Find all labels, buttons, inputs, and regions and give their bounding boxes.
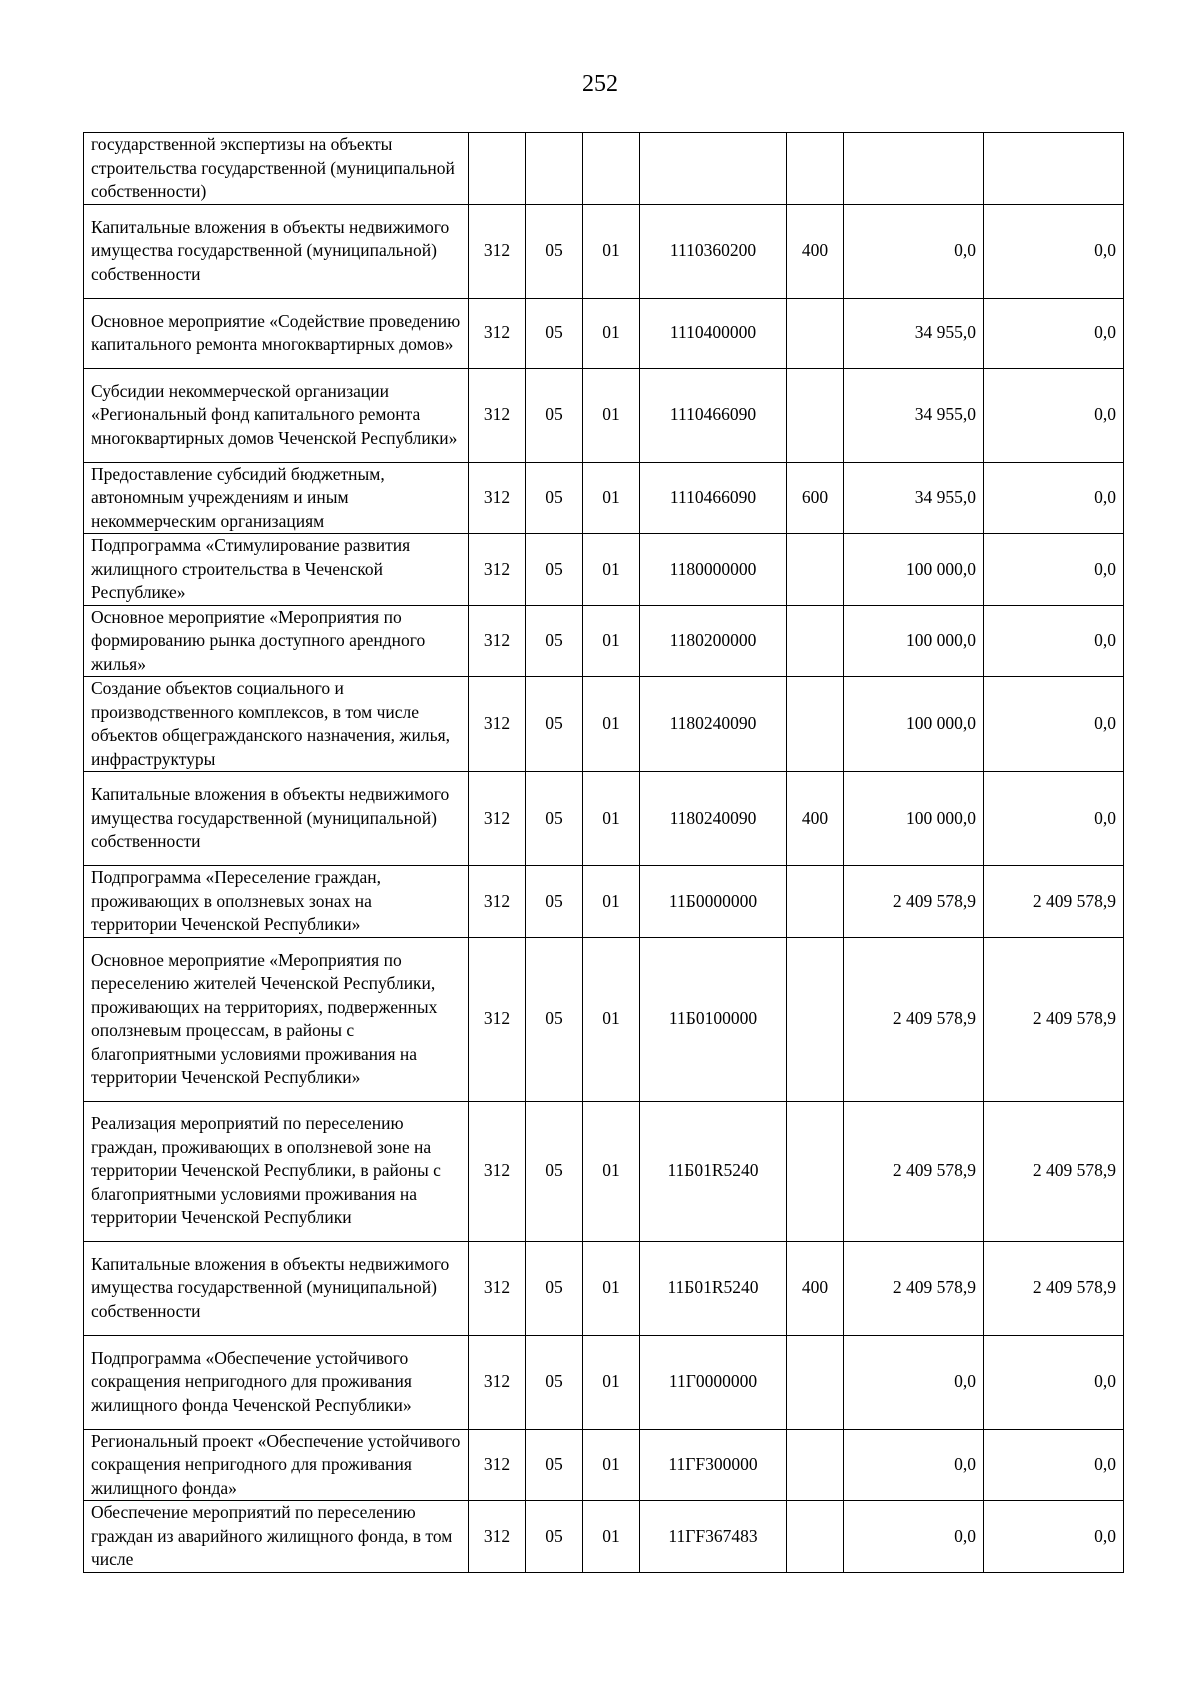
amount-year2-cell: 2 409 578,9 xyxy=(984,1101,1124,1241)
item-name-cell: Капитальные вложения в объекты недвижимого имущества государственной (муниципальной) собственности xyxy=(84,1241,469,1335)
amount-year2-cell: 0,0 xyxy=(984,534,1124,606)
item-name-cell: Подпрограмма «Стимулирование развития жилищного строительства в Чеченской Республике» xyxy=(84,534,469,606)
ved-code-cell: 312 xyxy=(469,368,526,462)
subsection-code-cell xyxy=(583,133,640,205)
section-code-cell: 05 xyxy=(526,204,583,298)
item-name-cell: Подпрограмма «Переселение граждан, проживающих в оползневых зонах на территории Чеченской Республики» xyxy=(84,866,469,938)
amount-year2-cell: 0,0 xyxy=(984,368,1124,462)
ved-code-cell: 312 xyxy=(469,1335,526,1429)
item-name-cell: Реализация мероприятий по переселению граждан, проживающих в оползневой зоне на территории Чеченской Республики, в районы с благоприятными условиями проживания на территории Чеченской Республики xyxy=(84,1101,469,1241)
section-code-cell: 05 xyxy=(526,1241,583,1335)
ved-code-cell: 312 xyxy=(469,1101,526,1241)
amount-year1-cell: 2 409 578,9 xyxy=(844,1241,984,1335)
target-article-cell xyxy=(640,133,787,205)
target-article-cell: 11ГF367483 xyxy=(640,1501,787,1573)
target-article-cell: 11Б01R5240 xyxy=(640,1241,787,1335)
item-name-cell: Основное мероприятие «Мероприятия по формированию рынка доступного арендного жилья» xyxy=(84,605,469,677)
expense-type-cell xyxy=(787,534,844,606)
amount-year1-cell: 2 409 578,9 xyxy=(844,866,984,938)
target-article-cell: 1110466090 xyxy=(640,462,787,534)
ved-code-cell: 312 xyxy=(469,1429,526,1501)
ved-code-cell: 312 xyxy=(469,534,526,606)
amount-year1-cell: 100 000,0 xyxy=(844,534,984,606)
table-row xyxy=(84,204,1124,298)
ved-code-cell: 312 xyxy=(469,866,526,938)
target-article-cell: 1180240090 xyxy=(640,772,787,866)
section-code-cell xyxy=(526,133,583,205)
amount-year1-cell: 100 000,0 xyxy=(844,677,984,772)
table-row xyxy=(84,534,1124,606)
target-article-cell: 1180240090 xyxy=(640,677,787,772)
ved-code-cell: 312 xyxy=(469,772,526,866)
ved-code-cell xyxy=(469,133,526,205)
ved-code-cell: 312 xyxy=(469,298,526,368)
table-row xyxy=(84,368,1124,462)
amount-year1-cell: 100 000,0 xyxy=(844,772,984,866)
table-row xyxy=(84,1501,1124,1573)
subsection-code-cell: 01 xyxy=(583,204,640,298)
ved-code-cell: 312 xyxy=(469,204,526,298)
amount-year2-cell: 0,0 xyxy=(984,298,1124,368)
table-row xyxy=(84,937,1124,1101)
amount-year1-cell: 0,0 xyxy=(844,1335,984,1429)
amount-year2-cell: 2 409 578,9 xyxy=(984,1241,1124,1335)
amount-year1-cell xyxy=(844,133,984,205)
expense-type-cell xyxy=(787,133,844,205)
subsection-code-cell: 01 xyxy=(583,1241,640,1335)
target-article-cell: 1110466090 xyxy=(640,368,787,462)
amount-year1-cell: 0,0 xyxy=(844,1501,984,1573)
item-name-cell: Основное мероприятие «Содействие проведению капитального ремонта многоквартирных домов» xyxy=(84,298,469,368)
target-article-cell: 11ГF300000 xyxy=(640,1429,787,1501)
table-row xyxy=(84,462,1124,534)
expense-type-cell xyxy=(787,298,844,368)
ved-code-cell: 312 xyxy=(469,462,526,534)
section-code-cell: 05 xyxy=(526,1101,583,1241)
item-name-cell: Обеспечение мероприятий по переселению граждан из аварийного жилищного фонда, в том числе xyxy=(84,1501,469,1573)
table-row xyxy=(84,298,1124,368)
amount-year2-cell: 0,0 xyxy=(984,1501,1124,1573)
amount-year1-cell: 2 409 578,9 xyxy=(844,1101,984,1241)
expense-type-cell xyxy=(787,605,844,677)
table-row xyxy=(84,772,1124,866)
expense-type-cell xyxy=(787,677,844,772)
section-code-cell: 05 xyxy=(526,772,583,866)
target-article-cell: 11Б01R5240 xyxy=(640,1101,787,1241)
subsection-code-cell: 01 xyxy=(583,866,640,938)
expense-type-cell xyxy=(787,937,844,1101)
table-row xyxy=(84,1335,1124,1429)
amount-year2-cell: 2 409 578,9 xyxy=(984,866,1124,938)
section-code-cell: 05 xyxy=(526,1335,583,1429)
amount-year2-cell xyxy=(984,133,1124,205)
expense-type-cell: 400 xyxy=(787,204,844,298)
amount-year1-cell: 34 955,0 xyxy=(844,368,984,462)
section-code-cell: 05 xyxy=(526,462,583,534)
section-code-cell: 05 xyxy=(526,534,583,606)
amount-year2-cell: 0,0 xyxy=(984,677,1124,772)
section-code-cell: 05 xyxy=(526,866,583,938)
item-name-cell: Региональный проект «Обеспечение устойчивого сокращения непригодного для проживания жилищного фонда» xyxy=(84,1429,469,1501)
expense-type-cell: 400 xyxy=(787,1241,844,1335)
section-code-cell: 05 xyxy=(526,937,583,1101)
subsection-code-cell: 01 xyxy=(583,1335,640,1429)
expense-type-cell xyxy=(787,1335,844,1429)
expense-type-cell: 400 xyxy=(787,772,844,866)
amount-year2-cell: 0,0 xyxy=(984,462,1124,534)
table-row xyxy=(84,677,1124,772)
expense-type-cell xyxy=(787,1429,844,1501)
section-code-cell: 05 xyxy=(526,605,583,677)
section-code-cell: 05 xyxy=(526,1501,583,1573)
table-body xyxy=(84,133,1124,1573)
section-code-cell: 05 xyxy=(526,298,583,368)
subsection-code-cell: 01 xyxy=(583,677,640,772)
subsection-code-cell: 01 xyxy=(583,1429,640,1501)
expense-type-cell xyxy=(787,1101,844,1241)
expense-type-cell xyxy=(787,866,844,938)
table-row xyxy=(84,1241,1124,1335)
budget-table xyxy=(83,132,1124,1573)
section-code-cell: 05 xyxy=(526,368,583,462)
item-name-cell: Капитальные вложения в объекты недвижимого имущества государственной (муниципальной) собственности xyxy=(84,772,469,866)
ved-code-cell: 312 xyxy=(469,1501,526,1573)
subsection-code-cell: 01 xyxy=(583,534,640,606)
expense-type-cell xyxy=(787,368,844,462)
amount-year2-cell: 0,0 xyxy=(984,772,1124,866)
amount-year1-cell: 34 955,0 xyxy=(844,462,984,534)
target-article-cell: 11Г0000000 xyxy=(640,1335,787,1429)
amount-year2-cell: 2 409 578,9 xyxy=(984,937,1124,1101)
subsection-code-cell: 01 xyxy=(583,937,640,1101)
table-row xyxy=(84,866,1124,938)
item-name-cell: Капитальные вложения в объекты недвижимого имущества государственной (муниципальной) собственности xyxy=(84,204,469,298)
section-code-cell: 05 xyxy=(526,677,583,772)
item-name-cell: Предоставление субсидий бюджетным, автономным учреждениям и иным некоммерческим организациям xyxy=(84,462,469,534)
table-row xyxy=(84,605,1124,677)
expense-type-cell: 600 xyxy=(787,462,844,534)
amount-year2-cell: 0,0 xyxy=(984,204,1124,298)
table-row xyxy=(84,1101,1124,1241)
amount-year1-cell: 0,0 xyxy=(844,1429,984,1501)
table-row xyxy=(84,1429,1124,1501)
item-name-cell: Субсидии некоммерческой организации «Региональный фонд капитального ремонта многоквартирных домов Чеченской Республики» xyxy=(84,368,469,462)
item-name-cell: Создание объектов социального и производственного комплексов, в том числе объектов общегражданского назначения, жилья, инфраструктуры xyxy=(84,677,469,772)
amount-year1-cell: 34 955,0 xyxy=(844,298,984,368)
subsection-code-cell: 01 xyxy=(583,605,640,677)
subsection-code-cell: 01 xyxy=(583,298,640,368)
subsection-code-cell: 01 xyxy=(583,772,640,866)
subsection-code-cell: 01 xyxy=(583,462,640,534)
item-name-cell: государственной экспертизы на объекты строительства государственной (муниципальной собственности) xyxy=(84,133,469,205)
expense-type-cell xyxy=(787,1501,844,1573)
amount-year2-cell: 0,0 xyxy=(984,605,1124,677)
subsection-code-cell: 01 xyxy=(583,368,640,462)
amount-year2-cell: 0,0 xyxy=(984,1429,1124,1501)
target-article-cell: 11Б0000000 xyxy=(640,866,787,938)
item-name-cell: Основное мероприятие «Мероприятия по переселению жителей Чеченской Республики, проживающих на территориях, подверженных оползневым процессам, в районы с благоприятными условиями проживания на территории Чеченской Республики» xyxy=(84,937,469,1101)
table-row xyxy=(84,133,1124,205)
subsection-code-cell: 01 xyxy=(583,1501,640,1573)
target-article-cell: 1180200000 xyxy=(640,605,787,677)
ved-code-cell: 312 xyxy=(469,605,526,677)
target-article-cell: 1110360200 xyxy=(640,204,787,298)
item-name-cell: Подпрограмма «Обеспечение устойчивого сокращения непригодного для проживания жилищного фонда Чеченской Республики» xyxy=(84,1335,469,1429)
page-number: 252 xyxy=(582,71,618,97)
target-article-cell: 1110400000 xyxy=(640,298,787,368)
target-article-cell: 11Б0100000 xyxy=(640,937,787,1101)
subsection-code-cell: 01 xyxy=(583,1101,640,1241)
ved-code-cell: 312 xyxy=(469,1241,526,1335)
amount-year2-cell: 0,0 xyxy=(984,1335,1124,1429)
amount-year1-cell: 2 409 578,9 xyxy=(844,937,984,1101)
amount-year1-cell: 0,0 xyxy=(844,204,984,298)
amount-year1-cell: 100 000,0 xyxy=(844,605,984,677)
ved-code-cell: 312 xyxy=(469,677,526,772)
ved-code-cell: 312 xyxy=(469,937,526,1101)
section-code-cell: 05 xyxy=(526,1429,583,1501)
target-article-cell: 1180000000 xyxy=(640,534,787,606)
